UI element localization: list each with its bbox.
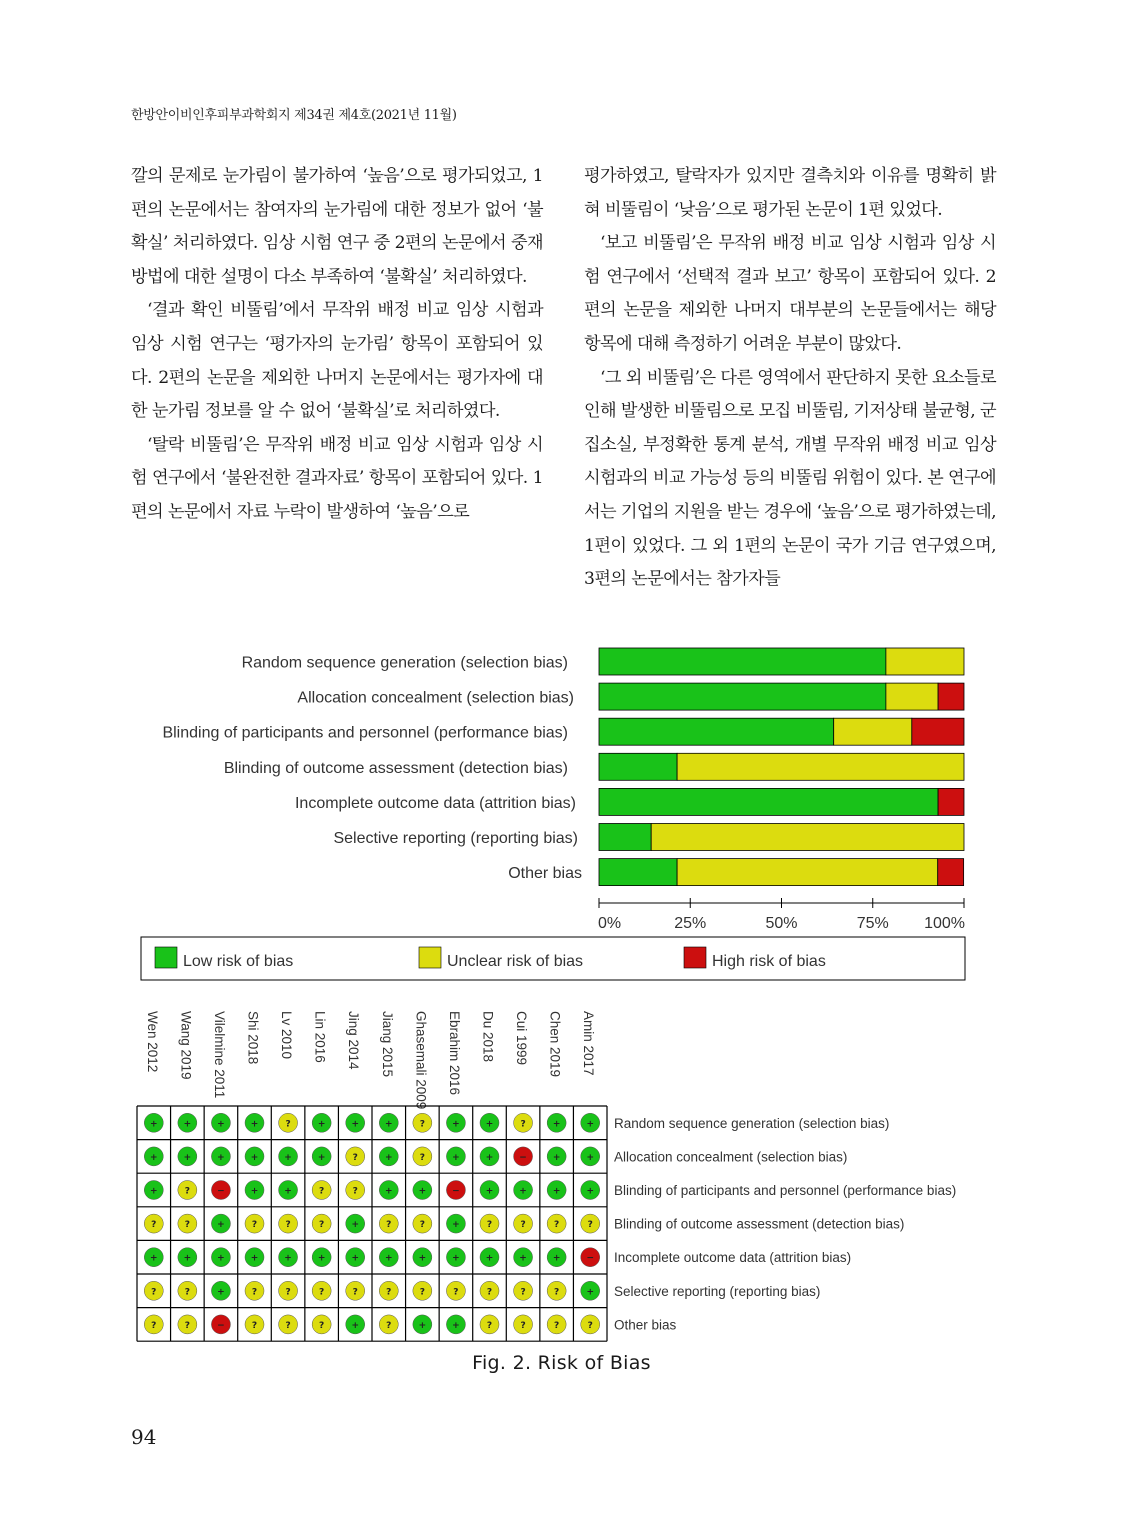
domain-label: Other bias bbox=[614, 1317, 677, 1333]
category-label: Other bias bbox=[508, 865, 582, 883]
domain-label: Incomplete outcome data (attrition bias) bbox=[614, 1250, 852, 1266]
judgement-symbol: + bbox=[452, 1220, 460, 1231]
judgement-symbol: ? bbox=[520, 1119, 526, 1130]
judgement-symbol: ? bbox=[319, 1220, 325, 1231]
judgement-symbol: + bbox=[217, 1287, 225, 1298]
judgement-symbol: + bbox=[418, 1186, 427, 1197]
category-label: Blinding of participants and personnel (performance bias) bbox=[162, 724, 568, 742]
judgement-symbol: + bbox=[183, 1119, 192, 1130]
judgement-symbol: ? bbox=[184, 1186, 190, 1197]
domain-label: Blinding of participants and personnel (performance bias) bbox=[614, 1183, 957, 1198]
judgement-symbol: ? bbox=[352, 1152, 358, 1163]
judgement-symbol: + bbox=[150, 1186, 158, 1197]
judgement-symbol: ? bbox=[386, 1320, 392, 1331]
judgement-symbol: + bbox=[183, 1253, 192, 1264]
judgement-symbol: ? bbox=[251, 1287, 258, 1298]
judgement-symbol: ? bbox=[419, 1287, 425, 1298]
category-label: Random sequence generation (selection bias) bbox=[241, 654, 568, 672]
judgement-symbol: + bbox=[485, 1186, 494, 1197]
judgement-symbol: + bbox=[317, 1119, 326, 1130]
judgement-symbol: ? bbox=[587, 1320, 593, 1331]
judgement-symbol: ? bbox=[554, 1287, 560, 1298]
figure-caption: Fig. 2. Risk of Bias bbox=[472, 1352, 651, 1374]
paragraph: ‘탈락 비뚤림’은 무작위 배정 비교 임상 시험과 임상 시험 연구에서 ‘불완전한 결과자료’ 항목이 포함되어 있다. 1편의 논문에서 자료 누락이 발생하여 ‘높음’으로 bbox=[131, 434, 543, 522]
judgement-symbol: + bbox=[452, 1119, 460, 1130]
judgement-symbol: + bbox=[485, 1152, 494, 1163]
judgement-symbol: + bbox=[284, 1152, 292, 1163]
judgement-symbol: ? bbox=[453, 1287, 459, 1298]
judgement-symbol: + bbox=[183, 1152, 192, 1163]
study-label: Jiang 2015 bbox=[379, 1011, 395, 1078]
domain-label: Allocation concealment (selection bias) bbox=[614, 1149, 848, 1165]
judgement-symbol: ? bbox=[520, 1220, 526, 1231]
study-label: Wen 2012 bbox=[144, 1011, 160, 1073]
paragraph: ‘그 외 비뚤림’은 다른 영역에서 판단하지 못한 요소들로 인해 발생한 비뚤림으로 모집 비뚤림, 기저상태 불균형, 군집소실, 부정확한 통계 분석, 개별 무작위 배정 비교 임상 시험과의 비교 가능성 등의 비뚤림 위험이 있다. 본 연구에서는 기업의 지원을 받는 경우에 ‘높음’으로 평가하였는데, 1편이 있었다. 그 외 1편의 논문이 국가 기금 연구였으며, 3편의 논문에서는 참가자들 bbox=[584, 367, 996, 590]
judgement-symbol: + bbox=[552, 1186, 561, 1197]
judgement-symbol: + bbox=[452, 1152, 460, 1163]
judgement-symbol: − bbox=[217, 1320, 225, 1331]
study-label: Shi 2018 bbox=[245, 1011, 261, 1065]
judgement-symbol: + bbox=[586, 1287, 594, 1298]
judgement-symbol: + bbox=[452, 1320, 460, 1331]
judgement-symbol: ? bbox=[184, 1220, 190, 1231]
judgement-symbol: ? bbox=[184, 1287, 190, 1298]
judgement-symbol: ? bbox=[285, 1220, 291, 1231]
judgement-symbol: + bbox=[418, 1253, 427, 1264]
judgement-symbol: ? bbox=[486, 1287, 493, 1298]
study-label: Du 2018 bbox=[480, 1011, 496, 1063]
journal-header: 한방안이비인후피부과학회지 제34권 제4호(2021년 11월) bbox=[131, 108, 457, 123]
legend-label: Unclear risk of bias bbox=[447, 953, 584, 970]
legend-label: Low risk of bias bbox=[183, 953, 294, 970]
judgement-symbol: ? bbox=[419, 1119, 425, 1130]
judgement-symbol: + bbox=[250, 1186, 259, 1197]
judgement-symbol: − bbox=[217, 1186, 225, 1197]
judgement-symbol: ? bbox=[587, 1220, 593, 1231]
judgement-symbol: ? bbox=[554, 1320, 560, 1331]
judgement-symbol: ? bbox=[352, 1287, 358, 1298]
judgement-symbol: − bbox=[452, 1186, 460, 1197]
judgement-symbol: + bbox=[385, 1152, 393, 1163]
category-label: Incomplete outcome data (attrition bias) bbox=[294, 794, 576, 812]
judgement-symbol: + bbox=[217, 1152, 225, 1163]
study-label: Vilelmine 2011 bbox=[211, 1011, 227, 1099]
judgement-symbol: ? bbox=[352, 1186, 358, 1197]
judgement-symbol: + bbox=[519, 1186, 527, 1197]
judgement-symbol: ? bbox=[319, 1186, 325, 1197]
x-tick-label: 0% bbox=[598, 915, 622, 932]
x-tick-label: 100% bbox=[924, 915, 965, 932]
judgement-symbol: + bbox=[284, 1186, 292, 1197]
judgement-symbol: + bbox=[250, 1253, 259, 1264]
study-label: Amin 2017 bbox=[581, 1011, 597, 1076]
judgement-symbol: + bbox=[250, 1119, 259, 1130]
judgement-symbol: + bbox=[552, 1152, 561, 1163]
judgement-symbol: + bbox=[150, 1253, 158, 1264]
judgement-symbol: + bbox=[150, 1119, 158, 1130]
judgement-symbol: ? bbox=[486, 1220, 493, 1231]
judgement-symbol: ? bbox=[151, 1287, 157, 1298]
judgement-symbol: ? bbox=[251, 1320, 258, 1331]
judgement-symbol: ? bbox=[419, 1152, 425, 1163]
domain-label: Random sequence generation (selection bias) bbox=[614, 1115, 890, 1131]
study-label: Wang 2019 bbox=[178, 1011, 194, 1080]
study-label: Ebrahim 2016 bbox=[446, 1011, 462, 1096]
paragraph: 깔의 문제로 눈가림이 불가하여 ‘높음’으로 평가되었고, 1편의 논문에서는 참여자의 눈가림에 대한 정보가 없어 ‘불확실’ 처리하였다. 임상 시험 연구 중 2편의 논문에서 중재 방법에 대한 설명이 다소 부족하여 ‘불확실’ 처리하였다. bbox=[131, 166, 543, 287]
domain-label: Selective reporting (reporting bias) bbox=[614, 1283, 821, 1299]
page-number: 94 bbox=[131, 1425, 157, 1449]
judgement-symbol: − bbox=[586, 1253, 594, 1264]
judgement-symbol: ? bbox=[419, 1220, 425, 1231]
paragraph: ‘보고 비뚤림’은 무작위 배정 비교 임상 시험과 임상 시험 연구에서 ‘선택적 결과 보고’ 항목이 포함되어 있다. 2편의 논문을 제외한 나머지 대부분의 논문들에서는 해당 항목에 대해 측정하기 어려운 부분이 많았다. bbox=[584, 233, 996, 354]
study-label: Lin 2016 bbox=[312, 1011, 328, 1063]
judgement-symbol: ? bbox=[184, 1320, 190, 1331]
judgement-symbol: + bbox=[586, 1119, 594, 1130]
judgement-symbol: ? bbox=[319, 1287, 325, 1298]
judgement-symbol: + bbox=[586, 1186, 594, 1197]
study-label: Cui 1999 bbox=[514, 1011, 530, 1066]
study-label: Lv 2010 bbox=[279, 1011, 295, 1060]
paragraph: 평가하였고, 탈락자가 있지만 결측치와 이유를 명확히 밝혀 비뚤림이 ‘낮음’으로 평가된 논문이 1편 있었다. bbox=[584, 166, 996, 220]
judgement-symbol: ? bbox=[251, 1220, 258, 1231]
judgement-symbol: + bbox=[351, 1119, 359, 1130]
judgement-symbol: ? bbox=[151, 1320, 157, 1331]
judgement-symbol: + bbox=[351, 1253, 359, 1264]
legend-label: High risk of bias bbox=[712, 953, 826, 970]
judgement-symbol: + bbox=[552, 1119, 561, 1130]
judgement-symbol: + bbox=[519, 1253, 527, 1264]
judgement-symbol: + bbox=[217, 1119, 225, 1130]
judgement-symbol: ? bbox=[386, 1287, 392, 1298]
study-label: Jing 2014 bbox=[346, 1011, 362, 1070]
judgement-symbol: ? bbox=[386, 1220, 392, 1231]
paragraph: ‘결과 확인 비뚤림’에서 무작위 배정 비교 임상 시험과 임상 시험 연구는 ‘평가자의 눈가림’ 항목이 포함되어 있다. 2편의 논문을 제외한 나머지 논문에서는 평가자에 대한 눈가림 정보를 알 수 없어 ‘불확실’로 처리하였다. bbox=[131, 300, 543, 422]
judgement-symbol: + bbox=[485, 1119, 494, 1130]
judgement-symbol: ? bbox=[520, 1320, 526, 1331]
x-tick-label: 75% bbox=[856, 915, 889, 932]
judgement-symbol: + bbox=[250, 1152, 259, 1163]
judgement-symbol: + bbox=[217, 1253, 225, 1264]
judgement-symbol: ? bbox=[319, 1320, 325, 1331]
judgement-symbol: ? bbox=[151, 1220, 157, 1231]
judgement-symbol: + bbox=[351, 1220, 359, 1231]
x-tick-label: 50% bbox=[765, 915, 798, 932]
judgement-symbol: + bbox=[485, 1253, 494, 1264]
study-label: Chen 2019 bbox=[547, 1011, 563, 1078]
study-label: Ghasemali 2009 bbox=[413, 1011, 429, 1110]
judgement-symbol: + bbox=[418, 1320, 427, 1331]
judgement-symbol: + bbox=[385, 1253, 393, 1264]
judgement-symbol: + bbox=[586, 1152, 594, 1163]
x-tick-label: 25% bbox=[674, 915, 707, 932]
judgement-symbol: − bbox=[519, 1152, 527, 1163]
judgement-symbol: ? bbox=[285, 1119, 291, 1130]
judgement-symbol: + bbox=[317, 1253, 326, 1264]
judgement-symbol: + bbox=[284, 1253, 292, 1264]
category-label: Blinding of outcome assessment (detection bias) bbox=[223, 759, 568, 777]
judgement-symbol: ? bbox=[520, 1287, 526, 1298]
judgement-symbol: + bbox=[552, 1253, 561, 1264]
judgement-symbol: ? bbox=[554, 1220, 560, 1231]
judgement-symbol: + bbox=[317, 1152, 326, 1163]
judgement-symbol: + bbox=[217, 1220, 225, 1231]
judgement-symbol: ? bbox=[486, 1320, 493, 1331]
category-label: Selective reporting (reporting bias) bbox=[333, 830, 578, 847]
category-label: Allocation concealment (selection bias) bbox=[297, 689, 574, 707]
judgement-symbol: + bbox=[385, 1119, 393, 1130]
judgement-symbol: ? bbox=[285, 1320, 291, 1331]
judgement-symbol: + bbox=[150, 1152, 158, 1163]
judgement-symbol: + bbox=[351, 1320, 359, 1331]
domain-label: Blinding of outcome assessment (detection bias) bbox=[614, 1216, 905, 1232]
judgement-symbol: ? bbox=[285, 1287, 291, 1298]
judgement-symbol: + bbox=[385, 1186, 393, 1197]
judgement-symbol: + bbox=[452, 1253, 460, 1264]
